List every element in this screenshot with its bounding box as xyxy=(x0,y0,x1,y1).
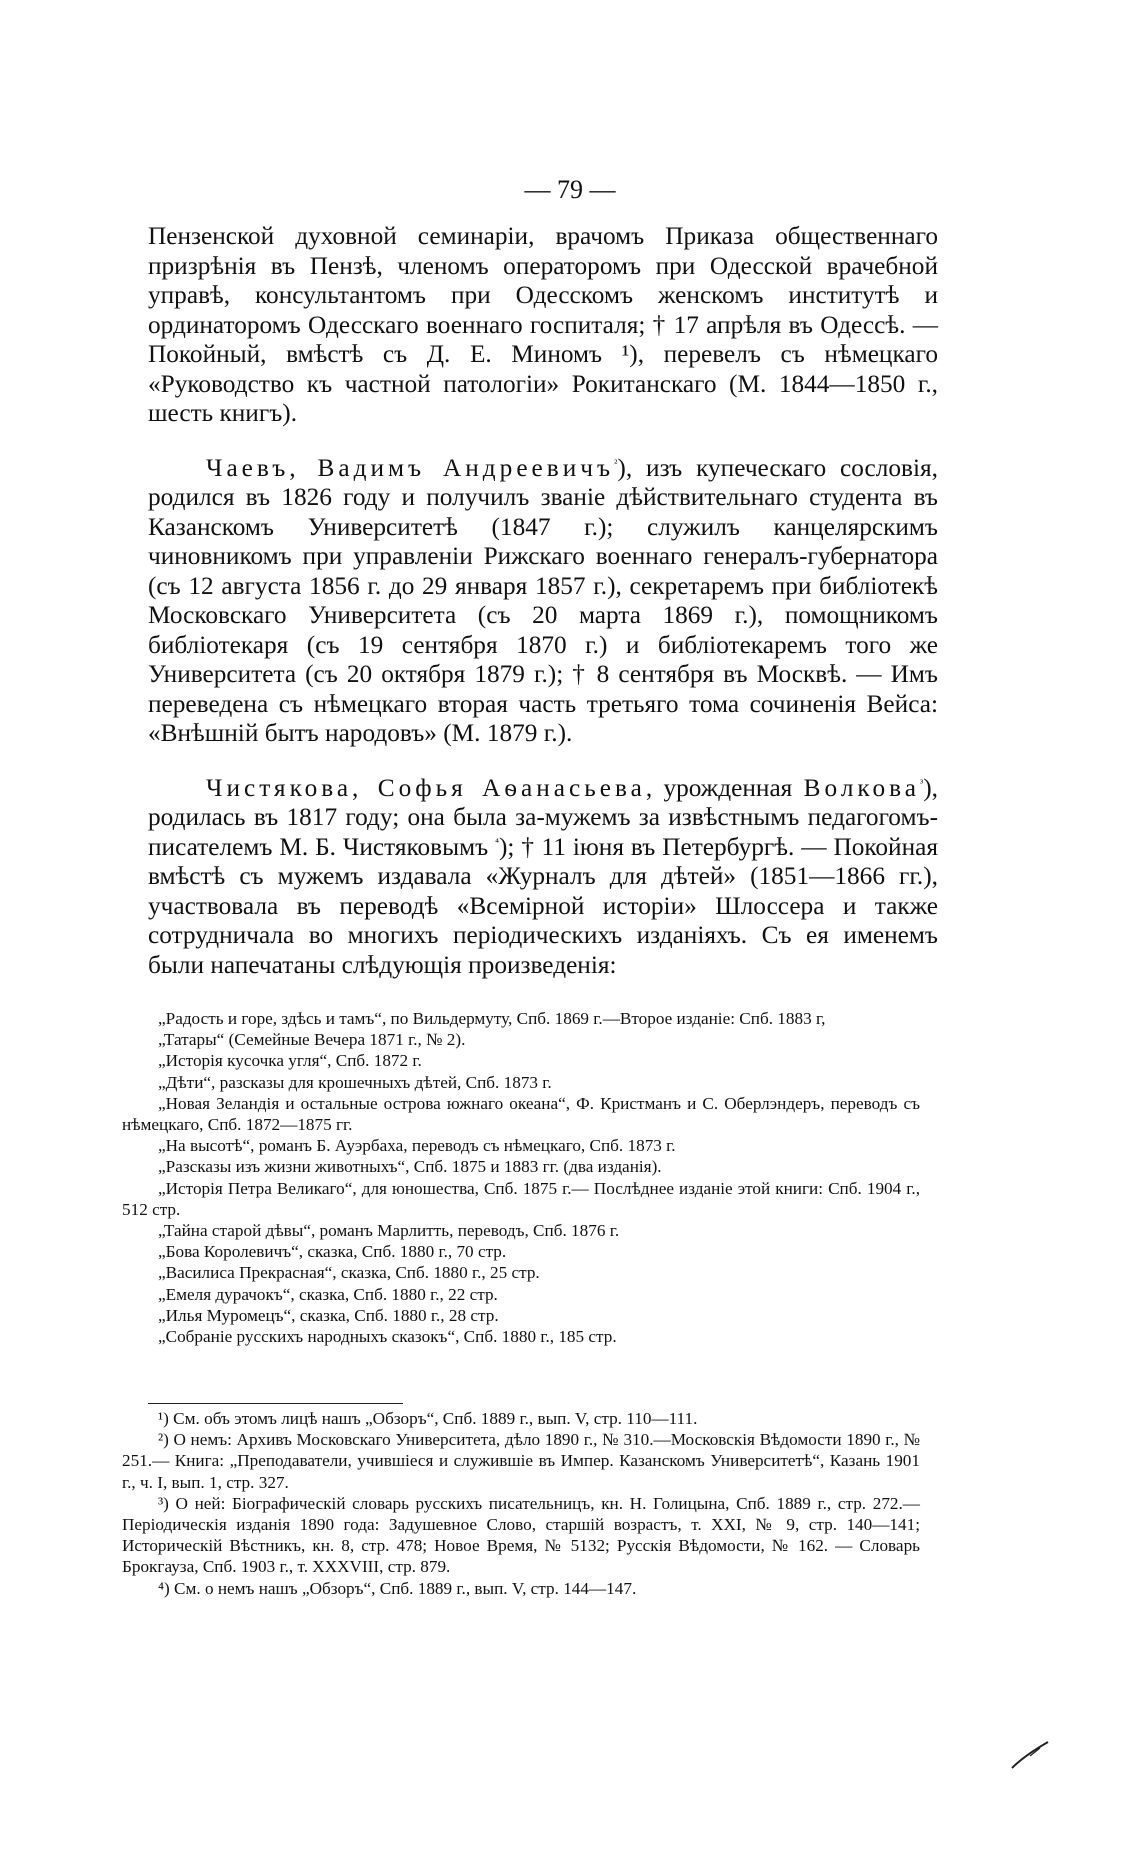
footnote-2: ²) О немъ: Архивъ Московскаго Университета, дѣло 1890 г., № 310.—Московскія Вѣдомости 1890 г., № 251.— Книга: „Преподаватели, учившіеся и служившіе въ Импер. Казанскомъ Университетѣ“, Казань 1901 г., ч. I, вып. 1, стр. 327. xyxy=(122,1430,920,1492)
bib-entry: „Дѣти“, разсказы для крошечныхъ дѣтей, Спб. 1873 г. xyxy=(158,1072,552,1092)
entry-chistyakova-mid: , урожденная xyxy=(645,773,804,802)
entry-chistyakova-text1: ), родилась въ 1817 году; она была за-мужемъ за извѣстнымъ педагогомъ-писателемъ М. Б. Чистяковымъ xyxy=(148,773,938,861)
bib-entry: „Емеля дурачокъ“, сказка, Спб. 1880 г., 22 стр. xyxy=(158,1284,498,1304)
page-number: — 79 — xyxy=(524,175,616,204)
intro-paragraph: Пензенской духовной семинаріи, врачомъ Приказа общественнаго призрѣнія въ Пензѣ, членомъ операторомъ при Одесской врачебной управѣ, консультантомъ при Одесскомъ женскомъ институтѣ и ординаторомъ Одесскаго военнаго госпиталя; † 17 апрѣля въ Одессѣ. — Покойный, вмѣстѣ съ Д. Е. Миномъ ¹), перевелъ съ нѣмецкаго «Руководство къ частной патологіи» Рокитанскаго (М. 1844—1850 г., шесть книгъ). xyxy=(148,222,938,427)
entry-chistyakova-maiden: Волкова xyxy=(803,773,920,802)
pen-mark-icon xyxy=(1010,1740,1050,1770)
footnote-ref-3: ³ xyxy=(919,777,924,790)
footnote-divider xyxy=(148,1403,403,1404)
bib-entry: „Исторія Петра Великаго“, для юношества, Спб. 1875 г.— Послѣднее изданіе этой книги: Спб. 1904 г., 512 стр. xyxy=(122,1178,920,1219)
footnote-1: ¹) См. объ этомъ лицѣ нашъ „Обзоръ“, Спб. 1889 г., вып. V, стр. 110—111. xyxy=(158,1409,698,1428)
bib-entry: „Новая Зеландія и остальные острова южнаго океана“, Ф. Кристманъ и С. Оберлэндеръ, переводъ съ нѣмецкаго, Спб. 1872—1875 гг. xyxy=(122,1093,920,1135)
entry-chaev-name: Чаевъ, Вадимъ Андреевичъ xyxy=(206,453,615,482)
bib-entry: „Василиса Прекрасная“, сказка, Спб. 1880 г., 25 стр. xyxy=(158,1263,540,1283)
footnote-ref-2: ² xyxy=(614,457,618,470)
footnote-ref-4: ⁴ xyxy=(495,836,499,849)
footnotes xyxy=(122,1408,920,1599)
entry-chaev xyxy=(148,454,938,749)
bib-entry: „Собраніе русскихъ народныхъ сказокъ“, Спб. 1880 г., 185 стр. xyxy=(158,1327,617,1347)
bib-entry: „Бова Королевичъ“, сказка, Спб. 1880 г., 70 стр. xyxy=(158,1242,507,1262)
main-text xyxy=(148,222,938,980)
bib-entry: „На высотѣ“, романъ Б. Ауэрбаха, переводъ съ нѣмецкаго, Спб. 1873 г. xyxy=(158,1136,676,1156)
footnote-4: ⁴) См. о немъ нашъ „Обзоръ“, Спб. 1889 г., вып. V, стр. 144—147. xyxy=(158,1578,637,1598)
bib-entry: „Тайна старой дѣвы“, романъ Марлитть, переводъ, Спб. 1876 г. xyxy=(158,1221,620,1241)
bib-entry: „Илья Муромецъ“, сказка, Спб. 1880 г., 28 стр. xyxy=(158,1305,499,1325)
bib-entry: „Татары“ (Семейные Вечера 1871 г., № 2). xyxy=(158,1030,466,1050)
entry-chistyakova-text2: ); † 11 іюня въ Петербургѣ. — Покойная вмѣстѣ съ мужемъ издавала «Журналъ для дѣтей» (1851—1866 гг.), участвовала въ переводѣ «Всемірной исторіи» Шлоссера и также сотрудничала во многихъ періодическихъ изданіяхъ. Съ ея именемъ были напечатаны слѣдующія произведенія: xyxy=(148,832,938,979)
entry-chistyakova-name: Чистякова, Софья Аѳанасьева xyxy=(206,773,646,802)
entry-chistyakova xyxy=(148,774,938,981)
footnote-3: ³) О ней: Біографическій словарь русскихъ писательницъ, кн. Н. Голицына, Спб. 1889 г., стр. 272.— Періодическія изданія 1890 года: Задушевное Слово, старшій возрастъ, т. XXI, № 9, стр. 140—141; Историческій Вѣстникъ, кн. 8, стр. 478; Новое Время, № 5132; Русскія Вѣдомости, № 162. — Словарь Брокгауза, Спб. 1903 г., т. XXXVIII, стр. 879. xyxy=(122,1493,920,1577)
bib-entry: „Исторія кусочка угля“, Спб. 1872 г. xyxy=(158,1051,422,1071)
bib-entry: „Разсказы изъ жизни животныхъ“, Спб. 1875 и 1883 гг. (два изданія). xyxy=(158,1157,662,1177)
bibliography-list xyxy=(122,1008,920,1347)
bib-entry: „Радость и горе, здѣсь и тамъ“, по Вильдермуту, Спб. 1869 г.—Второе изданіе: Спб. 1883 г, xyxy=(158,1009,826,1028)
entry-chaev-text: ), изъ купеческаго сословія, родился въ 1826 году и получилъ званіе дѣйствительнаго студента въ Казанскомъ Университетѣ (1847 г.); служилъ канцелярскимъ чиновникомъ при управленіи Рижскаго военнаго генералъ-губернатора (съ 12 августа 1856 г. до 29 января 1857 г.), секретаремъ при библіотекѣ Московскаго Университета (съ 20 марта 1869 г.), помощникомъ библіотекаря (съ 19 сентября 1870 г.) и библіотекаремъ того же Университета (съ 20 октября 1879 г.); † 8 сентября въ Москвѣ. — Имъ переведена съ нѣмецкаго вторая часть третьяго тома сочиненія Вейса: «Внѣшній бытъ народовъ» (М. 1879 г.). xyxy=(148,453,938,747)
